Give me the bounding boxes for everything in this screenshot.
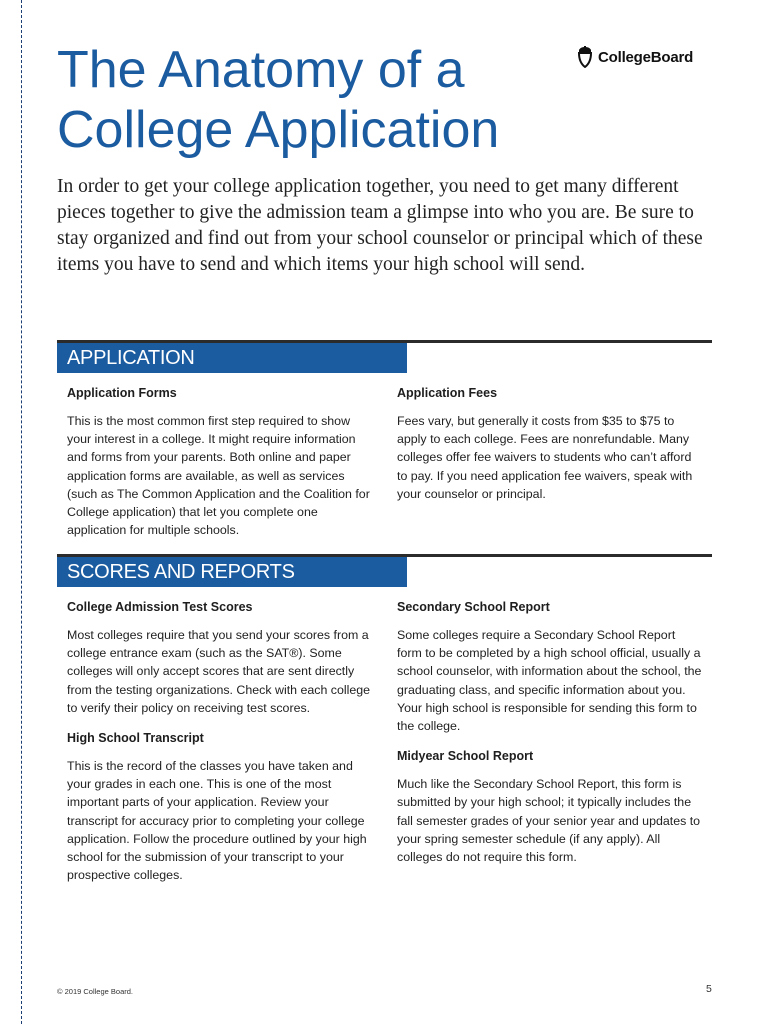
test-scores-block bbox=[67, 600, 372, 717]
scores-right-column bbox=[397, 600, 702, 880]
item-body: Some colleges require a Secondary School Report form to be completed by a high school official, usually a school counselor, with information about the school, the graduating class, and specific information about you. Your high school is responsible for sending this form to the college. bbox=[397, 628, 702, 734]
page-number: 5 bbox=[706, 983, 712, 995]
scores-left-column bbox=[67, 600, 372, 898]
item-body: This is the record of the classes you have taken and your grades in each one. This is one of the most important parts of your application. Review your transcript for accuracy prior to completing your college application. Follow the procedure outlined by your high school for the submission of your transcript to your prospective colleges. bbox=[67, 759, 367, 883]
copyright-footer: © 2019 College Board. bbox=[57, 987, 133, 996]
item-title: Midyear School Report bbox=[397, 749, 534, 764]
page-title: The Anatomy of a College Application bbox=[57, 41, 500, 159]
transcript-block bbox=[67, 731, 372, 884]
acorn-icon bbox=[576, 46, 594, 68]
item-title: College Admission Test Scores bbox=[67, 600, 253, 614]
page-edge-guide bbox=[21, 0, 22, 1024]
item-title: High School Transcript bbox=[67, 731, 204, 746]
secondary-school-report-block bbox=[397, 600, 702, 735]
section-heading: SCORES AND REPORTS bbox=[57, 557, 407, 587]
section-scores-and-reports bbox=[57, 554, 712, 587]
item-body: Fees vary, but generally it costs from $35 to $75 to apply to each college. Fees are nonrefundable. Many colleges offer fee waivers to students who can’t afford to pay. If you need application fee waivers, speak with your counselor or principal. bbox=[397, 414, 693, 501]
item-title: Secondary School Report bbox=[397, 600, 550, 614]
item-body: Most colleges require that you send your scores from a college entrance exam (such as the SAT®). Some colleges will only accept scores that are sent directly from the testing organizations. Check with each college to verify their policy on receiving test scores. bbox=[67, 628, 371, 715]
collegeboard-logo bbox=[576, 46, 693, 68]
section-heading: APPLICATION bbox=[57, 343, 407, 373]
item-body: Much like the Secondary School Report, this form is submitted by your high school; it typically includes the fall semester grades of your senior year and updates to your spring semester schedule (if any apply). All colleges do not require this form. bbox=[397, 777, 701, 865]
section-application bbox=[57, 340, 712, 373]
midyear-school-report-block bbox=[397, 749, 702, 866]
item-title: Application Forms bbox=[67, 386, 177, 400]
logo-text: CollegeBoard bbox=[598, 48, 694, 66]
intro-paragraph: In order to get your college application together, you need to get many different pieces together to give the admission team a glimpse into who you are. Be sure to stay organized and find out from your school counselor or principal which of these items you have to send and which items your high school will send. bbox=[57, 176, 703, 275]
item-body: This is the most common first step required to show your interest in a college. It might require information and forms from your parents. Both online and paper application forms are available, as well as services (such as The Common Application and the Coalition for College application) that let you complete one application for multiple schools. bbox=[67, 414, 370, 538]
application-fees-block bbox=[397, 386, 702, 517]
item-title: Application Fees bbox=[397, 386, 498, 400]
application-forms-block bbox=[67, 386, 372, 553]
